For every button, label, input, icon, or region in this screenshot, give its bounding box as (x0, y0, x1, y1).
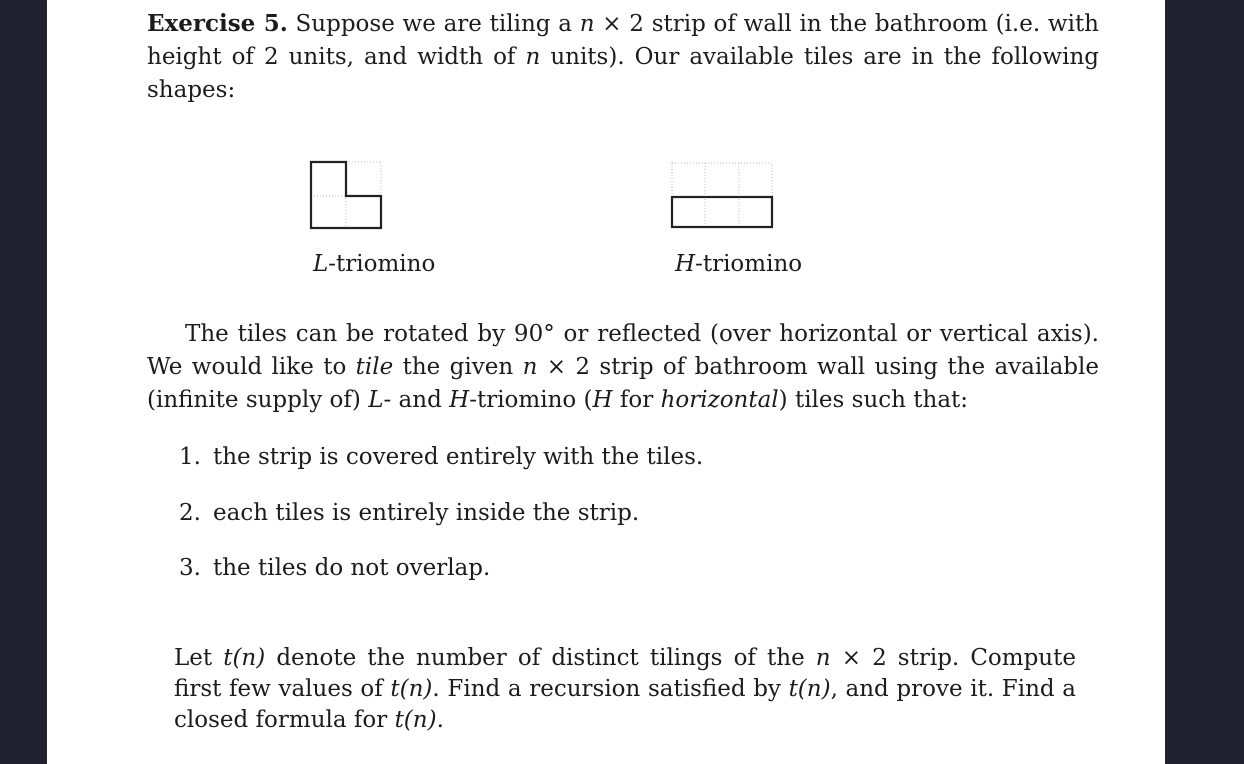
l-triomino-figure (309, 160, 383, 230)
exercise-label: Exercise 5. (147, 10, 288, 37)
rules-paragraph: The tiles can be rotated by 90° or reflected (over horizontal or vertical axis). We would like to tile the given n × 2 strip of bathroom wall using the available (infinite supply of) L- and H-triomino (H for horizontal) tiles such that: (147, 321, 1099, 413)
document-page (47, 0, 1165, 764)
condition-item: 2. each tiles is entirely inside the strip. (179, 500, 640, 526)
task-paragraph: Let t(n) denote the number of distinct tilings of the n × 2 strip. Compute first few values of t(n). Find a recursion satisfied by t(n), and prove it. Find a closed formula for t(n). (174, 645, 1076, 733)
h-triomino-outline (672, 197, 772, 227)
h-triomino-figure (670, 160, 774, 230)
condition-item: 1. the strip is covered entirely with the tiles. (179, 444, 704, 470)
h-triomino-grid (672, 163, 772, 227)
l-triomino-caption: L-triomino (313, 251, 436, 277)
h-triomino-caption: H-triomino (675, 251, 803, 277)
exercise-intro: Exercise 5. Suppose we are tiling a n × 2 strip of wall in the bathroom (i.e. with height of 2 units, and width of n units). Our available tiles are in the following shapes: (147, 10, 1099, 103)
l-triomino-outline (311, 162, 381, 228)
condition-item: 3. the tiles do not overlap. (179, 555, 491, 581)
